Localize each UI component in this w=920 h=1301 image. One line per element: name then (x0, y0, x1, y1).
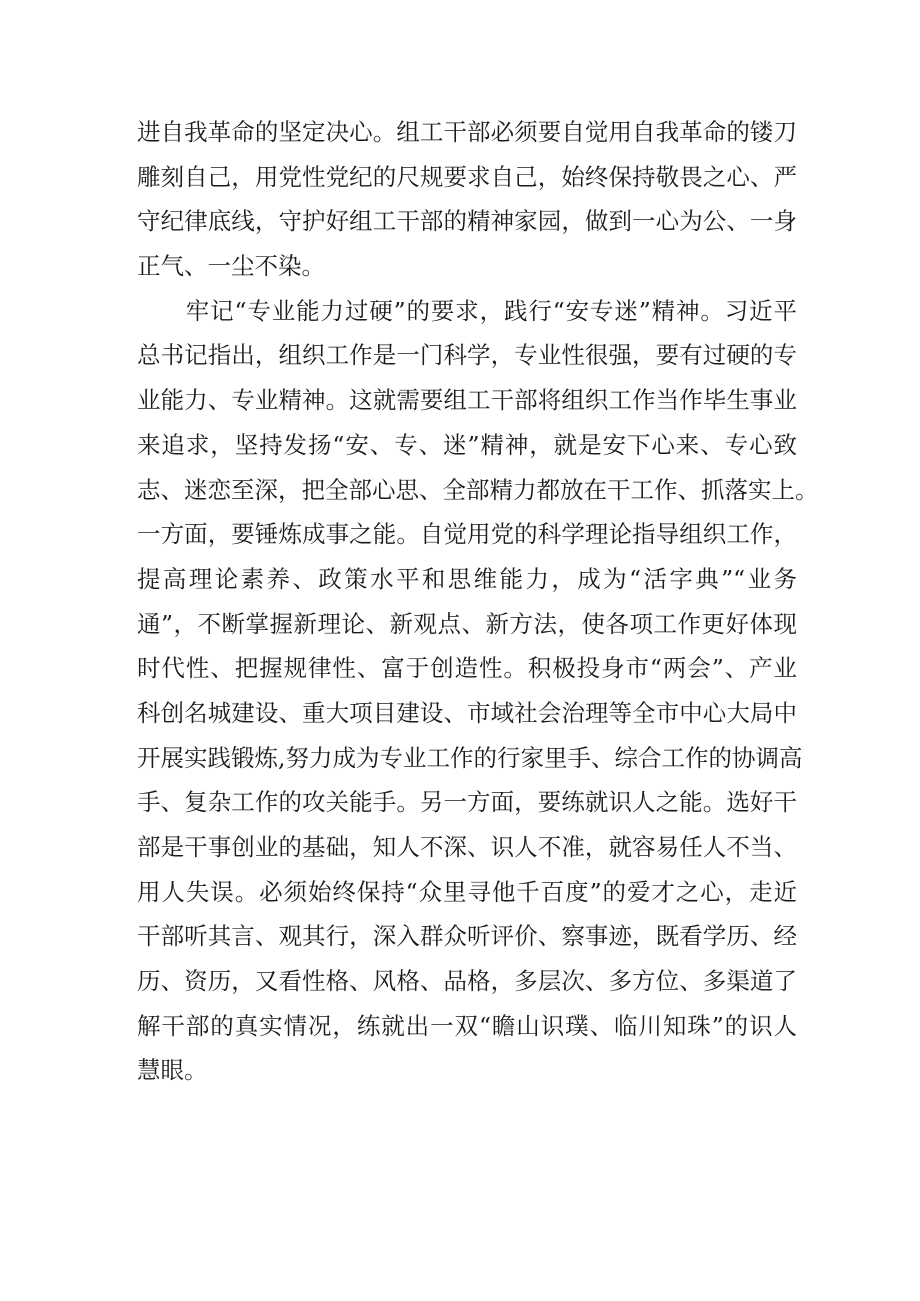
text-line: 手、复杂工作的攻关能手。另一方面，要练就识人之能。选好干 (137, 788, 797, 817)
text-line: 志、迷恋至深，把全部心思、全部精力都放在干工作、抓落实上。 (137, 475, 819, 504)
text-line: 干部听其言、观其行，深入群众听评价、察事迹，既看学历、经 (137, 922, 797, 951)
paragraph-1 (137, 110, 797, 289)
text-line: 雕刻自己，用党性党纪的尺规要求自己，始终保持敬畏之心、严 (137, 162, 797, 191)
text-line: 通”，不断掌握新理论、新观点、新方法，使各项工作更好体现 (137, 609, 797, 638)
text-line: 提高理论素养、政策水平和思维能力，成为“活字典”“业务 (137, 564, 797, 593)
text-line: 解干部的真实情况，练就出一双“瞻山识璞、临川知珠”的识人 (137, 1011, 797, 1040)
text-line: 用人失误。必须始终保持“众里寻他千百度”的爱才之心，走近 (137, 877, 797, 906)
body-text (137, 110, 819, 1093)
text-line: 业能力、专业精神。这就需要组工干部将组织工作当作毕生事业 (137, 386, 797, 415)
text-line: 总书记指出，组织工作是一门科学，专业性很强，要有过硬的专 (137, 341, 797, 370)
text-line: 守纪律底线，守护好组工干部的精神家园，做到一心为公、一身 (137, 207, 797, 236)
text-line: 来追求，坚持发扬“安、专、迷”精神，就是安下心来、专心致 (137, 430, 797, 459)
text-line: 部是干事创业的基础，知人不深、识人不准，就容易任人不当、 (137, 833, 797, 861)
text-line: 进自我革命的坚定决心。组工干部必须要自觉用自我革命的镂刀 (137, 118, 797, 146)
text-line: 开展实践锻炼,努力成为专业工作的行家里手、综合工作的协调高 (137, 743, 803, 772)
paragraph-2 (137, 289, 819, 1093)
text-line: 一方面，要锤炼成事之能。自觉用党的科学理论指导组织工作， (137, 520, 797, 549)
text-line: 科创名城建设、重大项目建设、市域社会治理等全市中心大局中 (137, 698, 797, 727)
text-line: 慧眼。 (137, 1056, 208, 1085)
text-line: 牢记“专业能力过硬”的要求，践行“安专迷”精神。习近平 (137, 296, 797, 325)
text-line: 历、资历，又看性格、风格、品格，多层次、多方位、多渠道了 (137, 967, 797, 996)
text-line: 正气、一尘不染。 (137, 252, 325, 281)
text-line: 时代性、把握规律性、富于创造性。积极投身市“两会”、产业 (137, 654, 797, 683)
